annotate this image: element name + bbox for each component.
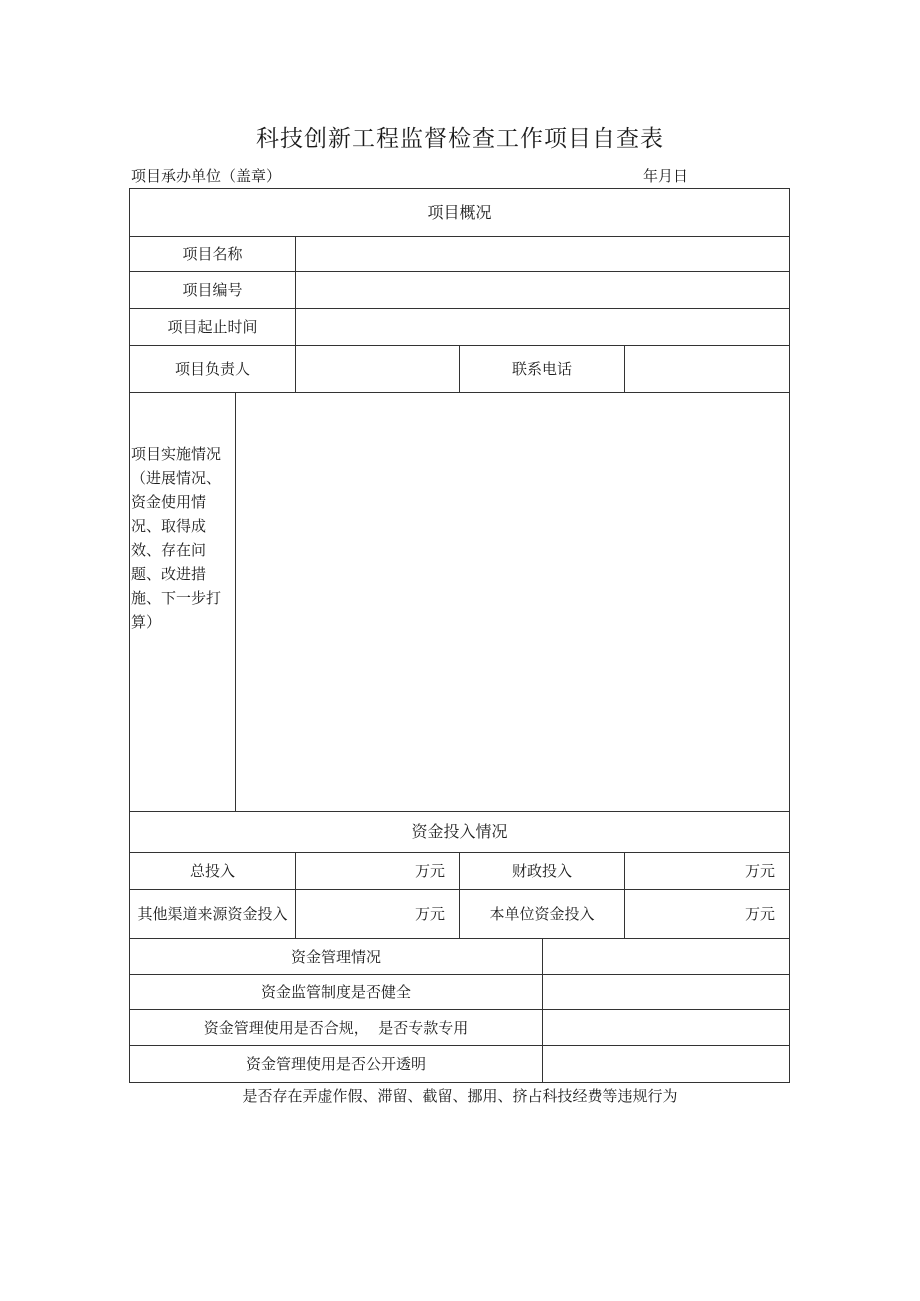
other-investment-unit[interactable]: 万元 bbox=[414, 905, 445, 923]
self-investment-unit[interactable]: 万元 bbox=[744, 905, 775, 923]
unit-label: 项目承办单位（盖章） bbox=[131, 167, 282, 185]
management-row: 资金管理使用是否合规， 是否专款专用 bbox=[203, 1018, 469, 1037]
project-name-field[interactable] bbox=[296, 237, 789, 271]
project-name-label: 项目名称 bbox=[182, 245, 243, 263]
fiscal-investment-label: 财政投入 bbox=[511, 862, 572, 880]
management-row: 资金管理情况 bbox=[290, 947, 381, 966]
management-answer[interactable] bbox=[543, 1046, 789, 1082]
project-period-label: 项目起止时间 bbox=[167, 318, 258, 336]
phone-label: 联系电话 bbox=[511, 360, 572, 378]
project-number-field[interactable] bbox=[296, 272, 789, 308]
fiscal-investment-unit[interactable]: 万元 bbox=[744, 862, 775, 880]
phone-field[interactable] bbox=[625, 346, 789, 392]
project-leader-label: 项目负责人 bbox=[174, 360, 250, 378]
management-answer[interactable] bbox=[543, 975, 789, 1009]
total-investment-label: 总投入 bbox=[189, 862, 235, 880]
document-title: 科技创新工程监督检查工作项目自查表 bbox=[256, 126, 664, 152]
management-answer[interactable] bbox=[543, 939, 789, 974]
funding-header: 资金投入情况 bbox=[411, 822, 508, 841]
project-number-label: 项目编号 bbox=[182, 281, 243, 299]
implementation-field[interactable] bbox=[236, 393, 789, 811]
total-investment-unit[interactable]: 万元 bbox=[414, 862, 445, 880]
management-row: 资金监管制度是否健全 bbox=[260, 983, 411, 1001]
other-investment-label: 其他渠道来源资金投入 bbox=[137, 905, 288, 923]
self-investment-label: 本单位资金投入 bbox=[489, 905, 595, 923]
project-leader-field[interactable] bbox=[296, 346, 459, 392]
project-period-field[interactable] bbox=[296, 309, 789, 345]
date-label: 年月日 bbox=[643, 167, 689, 185]
management-answer[interactable] bbox=[543, 1010, 789, 1045]
implementation-label: 项目实施情况（进展情况、资金使用情况、取得成效、存在问题、改进措施、下一步打算） bbox=[131, 445, 222, 631]
overview-header: 项目概况 bbox=[427, 202, 492, 222]
violation-question: 是否存在弄虚作假、滞留、截留、挪用、挤占科技经费等违规行为 bbox=[242, 1087, 678, 1105]
management-row: 资金管理使用是否公开透明 bbox=[245, 1055, 426, 1073]
